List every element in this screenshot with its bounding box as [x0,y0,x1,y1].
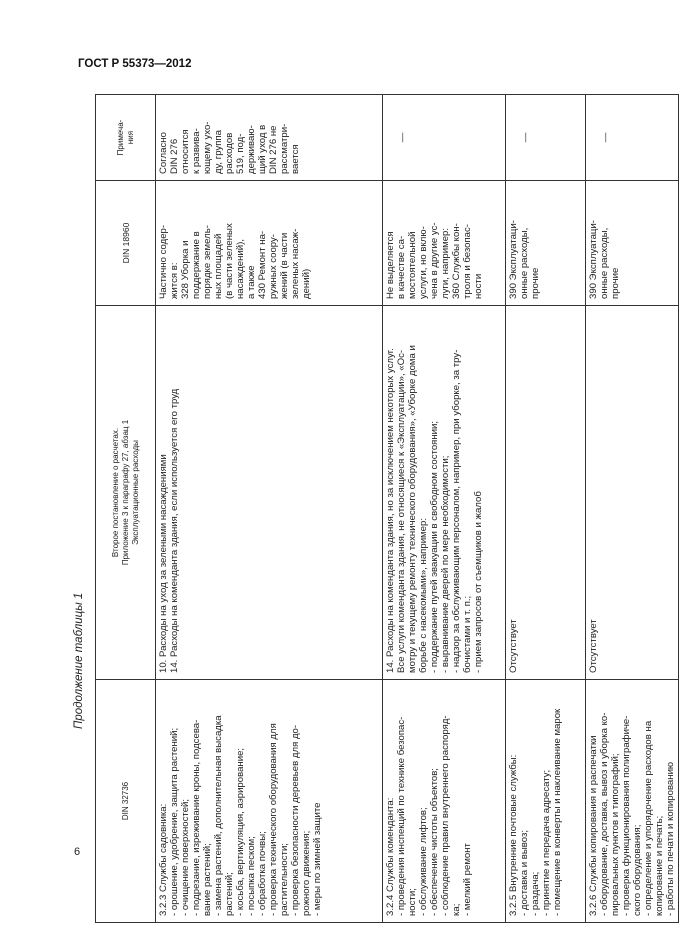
cell-text-line: борьбе с насекомыми», например: [418,518,429,673]
standard-title: ГОСТ Р 55373—2012 [78,58,192,70]
header-notes-line: ния [125,130,135,145]
cell-text-line: - проведения инспекций по технике безопас- [396,716,407,916]
cell-text-line: - обслуживание лифтов; [418,807,429,916]
cell-text-line: ружных соору- [268,233,279,299]
cell-text-line: услуги, но вклю- [418,226,429,299]
cell-text-line: 430 Ремонт на- [257,230,268,299]
cell-text-line: - подрезание, изреживание кроны, подсева- [191,719,202,916]
cell-text-line: ка; [451,903,462,916]
cell-din-18960 [506,181,586,306]
header-notes [96,95,156,181]
cell-text-line: (в части зеленых [224,223,235,299]
cell-text-line: - обеспечение чистоты объектов; [429,768,440,916]
cell-regulation: Отсутствует [506,306,586,680]
cell-text-line: - помещение в конверты и наклеивание марок [552,708,563,916]
cell-din-18960 [383,181,506,306]
cell-text-line: 328 Уборка и [180,240,191,299]
header-notes-line: Примеча- [115,119,125,156]
cell-text-line: - раздача; [530,871,541,916]
cell-text-line: 360 Службы кон- [451,223,462,299]
cell-text-line: - проверка функционирования полиграфиче- [621,715,632,916]
header-din-32736: DIN 32736 [96,680,156,923]
cell-regulation [383,306,506,680]
header-regulation-line: Приложение 3 к параграфу 27, абзац 1 [120,419,130,566]
header-regulation [96,306,156,680]
cell-text-line: рассматри- [279,123,290,174]
cell-text-line: - очищение поверхностей; [180,798,191,916]
cell-text-line: держиваю- [246,125,257,174]
cell-notes [156,95,383,181]
cell-text-line: - обработка почвы; [257,831,268,916]
cell-din-32736 [506,680,586,923]
cell-text-line: прочие [610,267,621,299]
cell-text-line: растительности; [279,843,290,916]
header-regulation-line: Эксплуатационные расходы [130,440,140,545]
cell-text-line: 3.2.4 Службы коменданта: [385,797,396,916]
cell-regulation [156,306,383,680]
cell-text-line: - надзор за обслуживающим персоналом, например, при уборке, за тру- [451,349,462,673]
cell-text-line: 390 Эксплуатаци- [588,220,599,299]
cell-text-line: вается [290,144,301,174]
table-row [383,95,506,923]
cell-text-line: щий уход в [257,124,268,174]
cell-text-line: ности [473,273,484,299]
cell-text-line: рожного движения; [301,830,312,916]
cell-text-line: - доставка и вывоз; [519,829,530,916]
cell-text-line: - орошение, удобрение, защита растений; [169,727,180,916]
cell-text-line: бочистами и т. п.; [462,595,473,673]
header-regulation-line: Второе постановление о расчетах. [110,427,120,558]
cell-text-line: зеленых насаж- [290,228,301,299]
cell-din-32736 [383,680,506,923]
cell-text-line: мостоятельной [407,231,418,299]
cell-text-line: растений; [224,872,235,916]
cell-notes: — [383,95,506,181]
cell-text-line: - мелкий ремонт [462,843,473,916]
cell-din-32736 [156,680,383,923]
cell-text-line: онные расходы, [599,227,610,299]
cell-text-line: дений) [301,268,312,299]
cell-text-line: Все услуги коменданта здания, не относящиеся к «Эксплуатации», «Ос- [396,349,407,673]
cell-text-line: насаждений), [235,239,246,299]
cell-text-line: поддержание в [191,231,202,299]
cell-text-line: вание растений; [202,843,213,916]
cell-text-line: Согласно [158,132,169,174]
cell-text-line: 14. Расходы на коменданта здания, если используется его труд [169,388,180,673]
cell-text-line: порядке земель- [202,225,213,299]
cell-text-line: Частично содер- [158,224,169,299]
cell-text-line: онные расходы, [519,227,530,299]
cell-text-line: - меры по зимней защите [312,802,323,916]
cell-text-line: - соблюдение правил внутреннего распоряд- [440,715,451,916]
cell-text-line: жений (в части [279,232,290,299]
cell-notes: — [586,95,679,181]
cell-din-18960 [156,181,383,306]
cell-text-line: 3.2.5 Внутренние почтовые службы: [508,754,519,916]
cell-text-line: DIN 276 не [268,125,279,174]
cell-text-line: ющему ухо- [202,121,213,174]
cell-text-line: Не выделяется [385,231,396,299]
cell-text-line: - работы по печати и копированию [665,761,676,916]
header-din-18960: DIN 18960 [96,181,156,306]
cell-text-line: - принятие и передача адресату; [541,769,552,916]
cell-text-line: 3.2.3 Службы садовника: [158,803,169,916]
cell-text-line: - поддержание путей эвакуации в свободном состоянии; [429,420,440,673]
cell-text-line: копирование и печать; [654,815,665,916]
cell-text-line: ского оборудования; [632,824,643,916]
cell-text-line: ду, группа [213,129,224,174]
page-number: 6 [74,846,81,858]
cell-text-line: троля и безопас- [462,224,473,299]
comparison-table [95,94,679,923]
table-row [586,95,679,923]
cell-text-line: 10. Расходы на уход за зелеными насаждениями [158,454,169,673]
cell-din-18960 [586,181,679,306]
cell-text-line: прочие [530,267,541,299]
cell-text-line: DIN 276 [169,138,180,174]
cell-text-line: жится в: [169,262,180,299]
cell-text-line: 3.2.6 Службы копирования и распечатки [588,735,599,916]
cell-notes: — [506,95,586,181]
table-row [156,95,383,923]
cell-text-line: - замена растений, дополнительная высадка [213,715,224,916]
cell-text-line: ных площадей [213,233,224,299]
cell-text-line: в качестве са- [396,235,407,299]
cell-text-line: - посыпка песком; [246,836,257,916]
cell-text-line: - определение и упорядочение расходов на [643,720,654,916]
cell-text-line: к развива- [191,128,202,174]
cell-text-line: - косьба, вертикуляция, аэрирование; [235,747,246,916]
cell-text-line: 390 Эксплуатаци- [508,220,519,299]
cell-text-line: 519, под- [235,133,246,174]
cell-text-line: ности; [407,888,418,916]
cell-text-line: пировальных пунктов и типографий; [610,753,621,916]
cell-text-line: - прием запросов от съемщиков и жалоб [473,491,484,673]
cell-text-line: - выравнивание дверей по мере необходимости; [440,455,451,673]
cell-text-line: расходов [224,132,235,174]
cell-text-line: а также [246,265,257,299]
table-header-row [96,95,156,923]
cell-regulation: Отсутствует [586,306,679,680]
cell-text-line: мотру и текущему ремонту технического оборудования», «Уборке дома и [407,345,418,673]
cell-text-line: луги, например: [440,227,451,299]
cell-din-32736 [586,680,679,923]
table-continuation-label: Продолжение таблицы 1 [73,592,85,729]
cell-text-line: - проверка безопасности деревьев для до- [290,724,301,916]
table-row [506,95,586,923]
cell-text-line: - оборудование, доставка, вывоз и уборка ко- [599,712,610,916]
cell-text-line: 14. Расходы на коменданта здания, но за исключением некоторых услуг. [385,348,396,673]
cell-text-line: - проверка технического оборудования для [268,723,279,916]
cell-text-line: относится [180,129,191,174]
rotated-table-area [73,95,676,923]
cell-text-line: чена в другие ус- [429,222,440,299]
